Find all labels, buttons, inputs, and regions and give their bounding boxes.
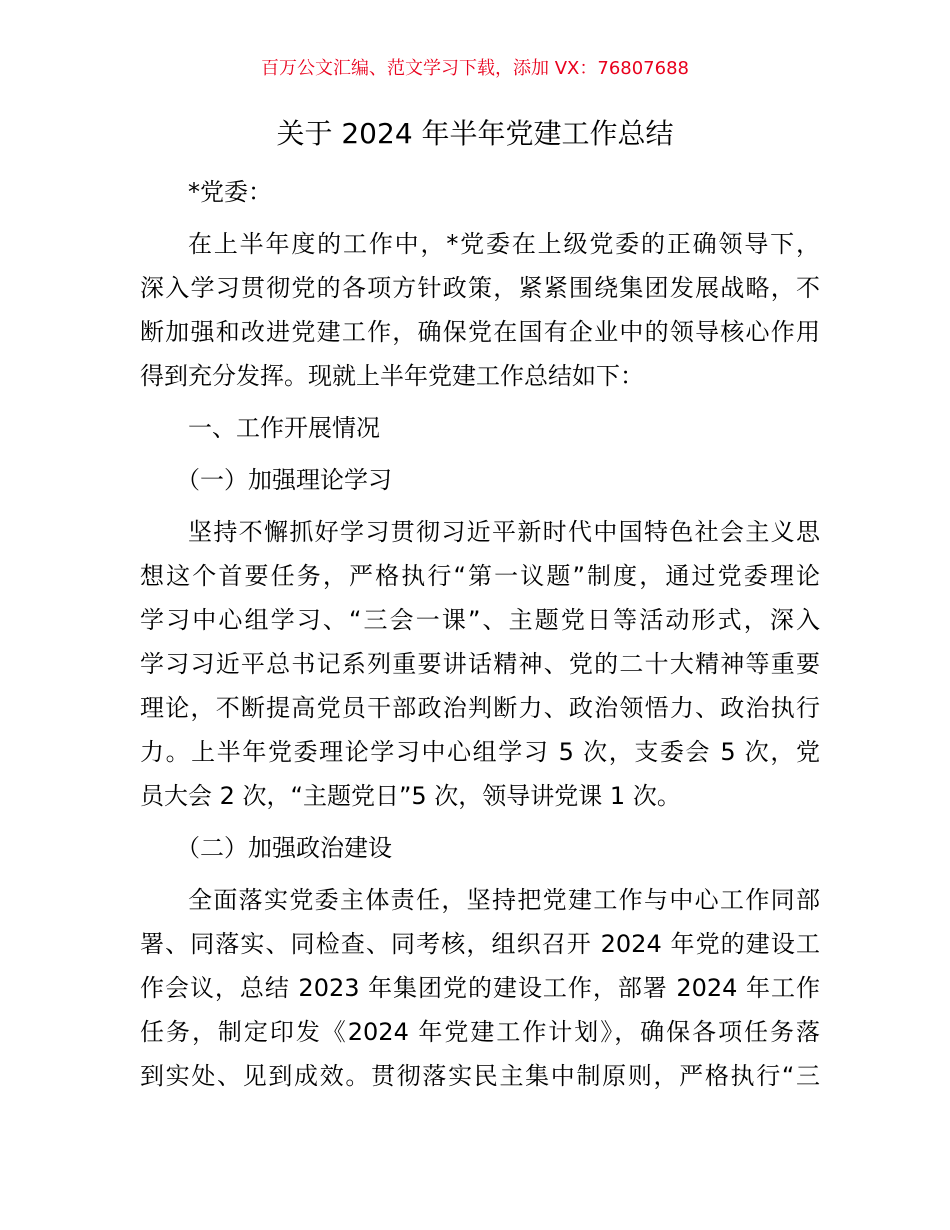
- paragraph-line: 在上半年度的工作中，*党委在上级党委的正确领导下，: [188, 230, 820, 258]
- paragraph-line: 到实处、见到成效。贯彻落实民主集中制原则，严格执行“三: [140, 1062, 820, 1090]
- paragraph-line: 深入学习贯彻党的各项方针政策，紧紧围绕集团发展战略，不: [140, 274, 820, 302]
- document-title: 关于 2024 年半年党建工作总结: [276, 117, 674, 150]
- paragraph-line: 理论，不断提高党员干部政治判断力、政治领悟力、政治执行: [140, 694, 820, 722]
- salutation: *党委：: [188, 178, 272, 206]
- paragraph-line: 得到充分发挥。现就上半年党建工作总结如下：: [140, 362, 644, 390]
- paragraph-line: 任务，制定印发《2024 年党建工作计划》，确保各项任务落: [140, 1018, 820, 1046]
- paragraph-line: 学习中心组学习、“三会一课”、主题党日等活动形式，深入: [140, 606, 820, 634]
- paragraph-line: 作会议，总结 2023 年集团党的建设工作，部署 2024 年工作: [140, 974, 820, 1002]
- subsection-heading: （一）加强理论学习: [176, 466, 392, 494]
- paragraph-line: 想这个首要任务，严格执行“第一议题”制度，通过党委理论: [140, 562, 820, 590]
- paragraph-line: 全面落实党委主体责任，坚持把党建工作与中心工作同部: [188, 886, 820, 914]
- paragraph-line: 署、同落实、同检查、同考核，组织召开 2024 年党的建设工: [140, 930, 820, 958]
- paragraph-line: 员大会 2 次，“主题党日”5 次，领导讲党课 1 次。: [140, 782, 681, 810]
- watermark-header: 百万公文汇编、范文学习下载，添加 VX：76807688: [261, 58, 689, 79]
- paragraph-line: 学习习近平总书记系列重要讲话精神、党的二十大精神等重要: [140, 650, 820, 678]
- paragraph-line: 坚持不懈抓好学习贯彻习近平新时代中国特色社会主义思: [188, 518, 820, 546]
- subsection-heading: （二）加强政治建设: [176, 834, 392, 862]
- section-heading: 一、工作开展情况: [188, 414, 380, 442]
- paragraph-line: 断加强和改进党建工作，确保党在国有企业中的领导核心作用: [140, 318, 820, 346]
- paragraph-line: 力。上半年党委理论学习中心组学习 5 次，支委会 5 次，党: [140, 738, 820, 766]
